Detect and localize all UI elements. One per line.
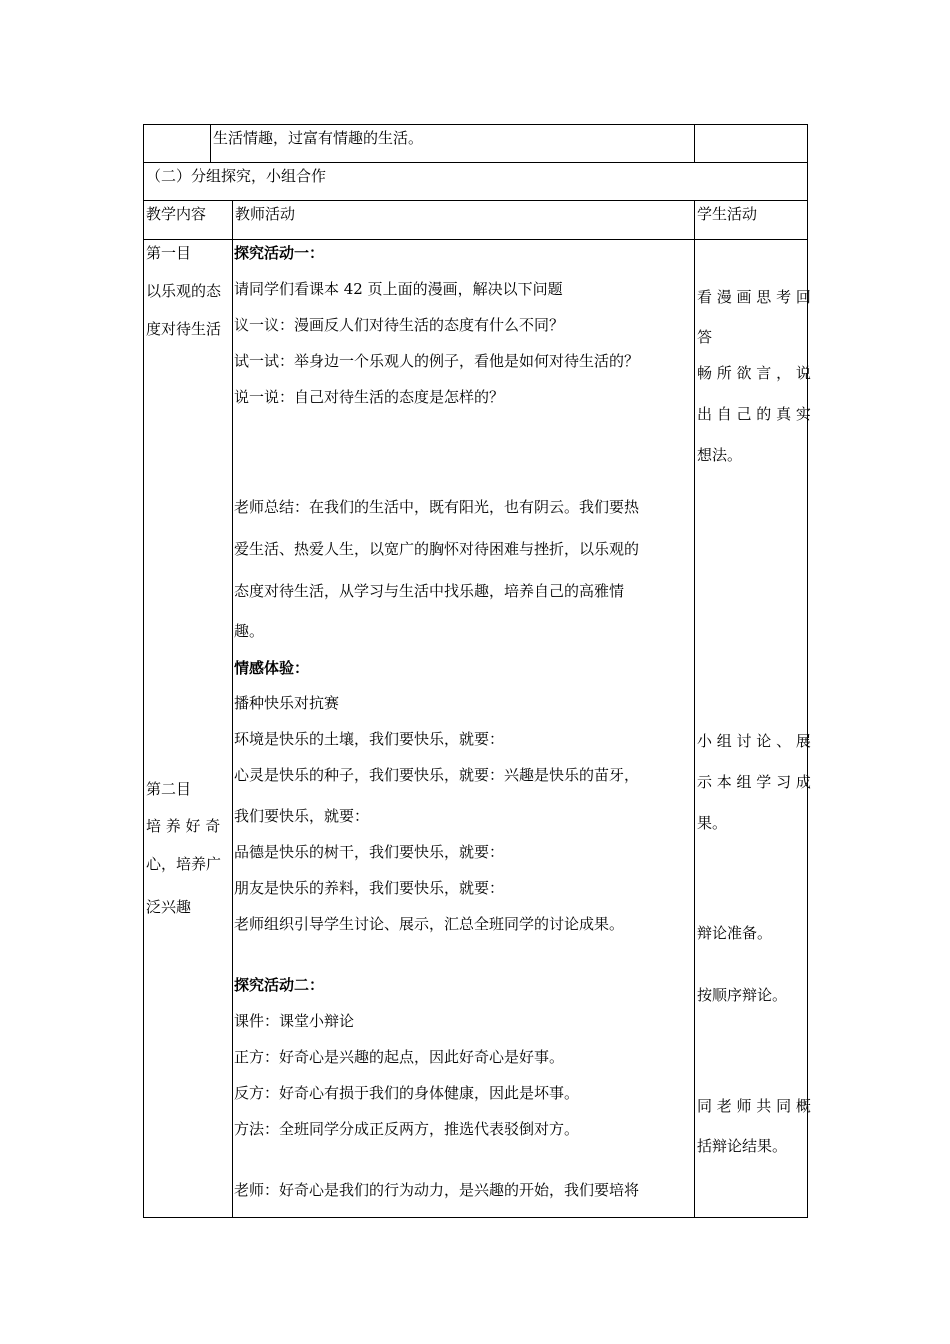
activity1-title: 探究活动一： (234, 244, 325, 262)
row-border (143, 239, 808, 240)
content-item2-line: 第二目 (146, 780, 192, 798)
activity2-line: 方法：全班同学分成正反两方，推选代表驳倒对方。 (234, 1120, 580, 1138)
student-s1-line: 出 自 己 的 真 实 (697, 405, 811, 423)
student-s1-line: 答 (697, 328, 713, 346)
section2-title: （二）分组探究，小组合作 (146, 167, 327, 185)
student-s1-line: 想法。 (697, 446, 743, 464)
content-item2-line: 心，培养广 (146, 855, 222, 873)
activity1-line: 说一说：自己对待生活的态度是怎样的？ (234, 388, 505, 406)
row-border (143, 162, 808, 163)
emotion-title: 情感体验： (234, 659, 310, 677)
header-teacher: 教师活动 (235, 205, 296, 223)
summary-line: 老师总结：在我们的生活中，既有阳光，也有阴云。我们要热 (234, 498, 640, 516)
col-border (232, 200, 233, 1218)
activity1-line: 请同学们看课本 42 页上面的漫画，解决以下问题 (234, 280, 563, 298)
header-student: 学生活动 (697, 205, 758, 223)
activity1-line: 议一议：漫画反人们对待生活的态度有什么不同？ (234, 316, 565, 334)
student-s5-line: 括辩论结果。 (697, 1137, 788, 1155)
table-border-left (143, 124, 144, 1218)
header-content: 教学内容 (146, 205, 207, 223)
col-border (210, 124, 211, 163)
emotion-line: 心灵是快乐的种子，我们要快乐，就要：兴趣是快乐的苗牙， (234, 766, 640, 784)
content-item1-line: 度对待生活 (146, 320, 222, 338)
summary-line: 爱生活、热爱人生，以宽广的胸怀对待困难与挫折，以乐观的 (234, 540, 640, 558)
emotion-line: 我们要快乐，就要： (234, 807, 370, 825)
closing-line: 老师：好奇心是我们的行为动力，是兴趣的开始，我们要培将 (234, 1181, 640, 1199)
table-border-bottom (143, 1217, 808, 1218)
student-s1-line: 看 漫 画 思 考 回 (697, 288, 811, 306)
summary-line: 趣。 (234, 622, 265, 640)
activity2-title: 探究活动二： (234, 976, 325, 994)
student-s5-line: 同 老 师 共 同 概 (697, 1097, 811, 1115)
activity1-line: 试一试：举身边一个乐观人的例子，看他是如何对待生活的？ (234, 352, 640, 370)
student-s3: 辩论准备。 (697, 924, 773, 942)
activity2-line: 课件：课堂小辩论 (234, 1012, 355, 1030)
student-s2-line: 小 组 讨 论 、 展 (697, 732, 811, 750)
content-item2-line: 培 养 好 奇 (146, 817, 221, 835)
emotion-line: 播种快乐对抗赛 (234, 694, 340, 712)
content-item2-line: 泛兴趣 (146, 898, 192, 916)
student-s2-line: 果。 (697, 814, 728, 832)
row0-teacher-text: 生活情趣，过富有情趣的生活。 (213, 129, 424, 147)
content-item1-line: 第一目 (146, 244, 192, 262)
activity2-line: 反方：好奇心有损于我们的身体健康，因此是坏事。 (234, 1084, 580, 1102)
activity2-line: 正方：好奇心是兴趣的起点，因此好奇心是好事。 (234, 1048, 565, 1066)
summary-line: 态度对待生活，从学习与生活中找乐趣，培养自己的高雅情 (234, 582, 625, 600)
emotion-line: 品德是快乐的树干，我们要快乐，就要： (234, 843, 505, 861)
emotion-line: 老师组织引导学生讨论、展示，汇总全班同学的讨论成果。 (234, 915, 625, 933)
emotion-line: 朋友是快乐的养料，我们要快乐，就要： (234, 879, 505, 897)
row-border (143, 200, 808, 201)
col-border (694, 124, 695, 163)
student-s4: 按顺序辩论。 (697, 986, 788, 1004)
col-border (694, 200, 695, 1218)
content-item1-line: 以乐观的态 (146, 282, 222, 300)
student-s1-line: 畅 所 欲 言 ， 说 (697, 364, 811, 382)
emotion-line: 环境是快乐的土壤，我们要快乐，就要： (234, 730, 505, 748)
table-border-top (143, 124, 808, 125)
student-s2-line: 示 本 组 学 习 成 (697, 773, 811, 791)
